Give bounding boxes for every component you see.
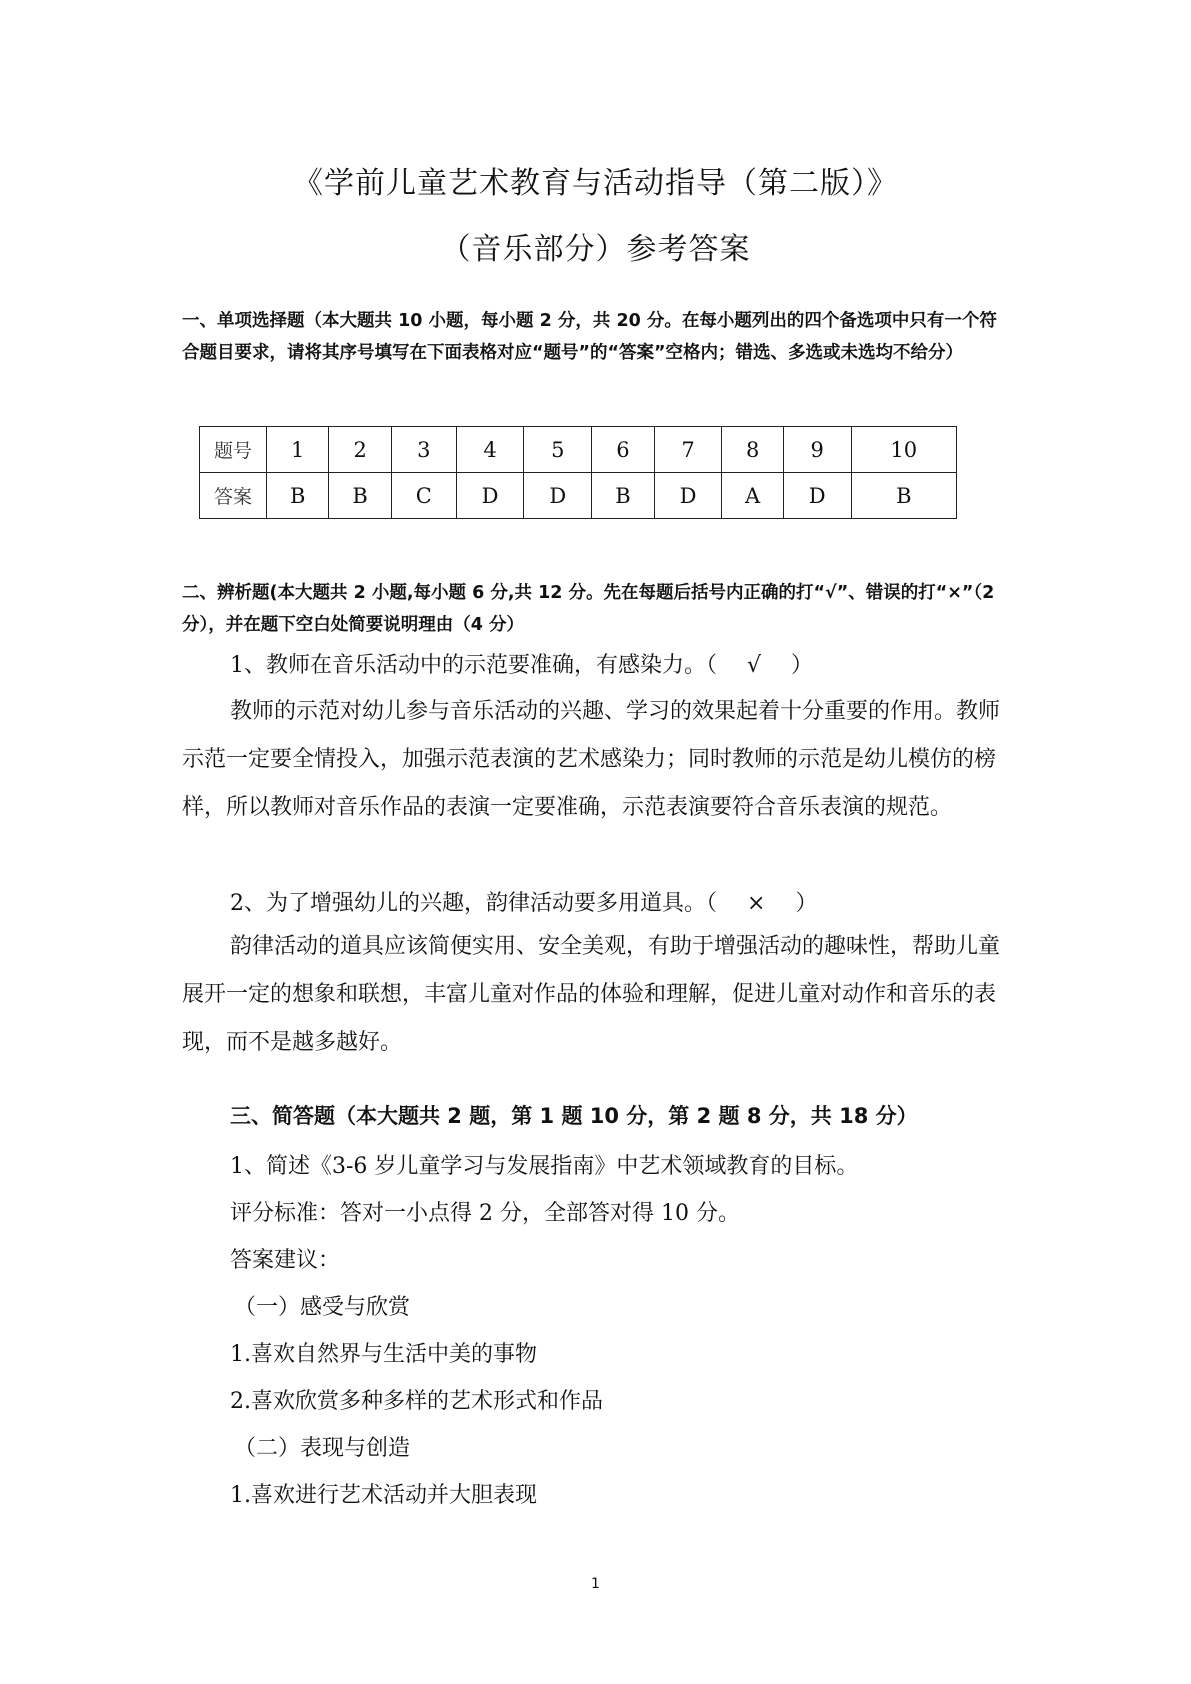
list-item: 2.喜欢欣赏多种多样的艺术形式和作品 bbox=[230, 1389, 603, 1414]
judgement-answer-2: 韵律活动的道具应该简便实用、安全美观，有助于增强活动的趣味性，帮助儿童展开一定的想象和联想，丰富儿童对作品的体验和理解，促进儿童对动作和音乐的表现，而不是越多越好。 bbox=[182, 934, 1001, 1055]
answer-cell: B bbox=[592, 473, 654, 519]
section3-heading: 三、简答题（本大题共 2 题，第 1 题 10 分，第 2 题 8 分，共 18 分） bbox=[230, 1104, 918, 1128]
subsection-heading: （二）表现与创造 bbox=[234, 1436, 411, 1461]
judgement-answer-1: 教师的示范对幼儿参与音乐活动的兴趣、学习的效果起着十分重要的作用。教师示范一定要全情投入，加强示范表演的艺术感染力；同时教师的示范是幼儿模仿的榜样，所以教师对音乐作品的表演一定要准确，示范表演要符合音乐表演的规范。 bbox=[182, 699, 1001, 820]
close-paren: ） bbox=[795, 891, 818, 916]
close-paren: ） bbox=[791, 653, 814, 678]
question-text: 2、为了增强幼儿的兴趣，韵律活动要多用道具。（ bbox=[230, 891, 717, 916]
answer-cell: A bbox=[722, 473, 783, 519]
list-item: 1.喜欢进行艺术活动并大胆表现 bbox=[230, 1483, 537, 1508]
judgement-question-1 bbox=[230, 642, 813, 690]
check-mark: √ bbox=[747, 653, 762, 678]
judgement-question-2 bbox=[230, 880, 817, 928]
short-answer-question-1: 1、简述《3-6 岁儿童学习与发展指南》中艺术领域教育的目标。 bbox=[230, 1154, 859, 1179]
question-number-cell: 7 bbox=[654, 427, 722, 473]
answer-cell: D bbox=[783, 473, 851, 519]
section1-instructions: 一、单项选择题（本大题共 10 小题，每小题 2 分，共 20 分。在每小题列出的四个备选项中只有一个符合题目要求，请将其序号填写在下面表格对应“题号”的“答案”空格内；错选、多选或未选均不给分） bbox=[182, 311, 997, 363]
question-number-cell: 2 bbox=[329, 427, 391, 473]
question-number-cell: 6 bbox=[592, 427, 654, 473]
list-item: 1.喜欢自然界与生活中美的事物 bbox=[230, 1342, 537, 1367]
answer-cell: B bbox=[267, 473, 329, 519]
document-subtitle: （音乐部分）参考答案 bbox=[440, 232, 751, 267]
question-text: 1、教师在音乐活动中的示范要准确，有感染力。（ bbox=[230, 653, 717, 678]
page-number: 1 bbox=[591, 1576, 600, 1592]
document-title: 《学前儿童艺术教育与活动指导（第二版）》 bbox=[293, 166, 898, 201]
answer-suggestion-label: 答案建议： bbox=[230, 1248, 341, 1273]
row-label-number: 题号 bbox=[200, 427, 267, 473]
question-number-row bbox=[200, 427, 957, 473]
section2-instructions: 二、辨析题(本大题共 2 小题,每小题 6 分,共 12 分。先在每题后括号内正确的打“√”、错误的打“×”（2 分），并在题下空白处简要说明理由（4 分） bbox=[182, 583, 995, 635]
question-number-cell: 1 bbox=[267, 427, 329, 473]
question-number-cell: 8 bbox=[722, 427, 783, 473]
answer-cell: D bbox=[524, 473, 592, 519]
question-number-cell: 4 bbox=[456, 427, 524, 473]
question-number-cell: 5 bbox=[524, 427, 592, 473]
question-number-cell: 3 bbox=[391, 427, 456, 473]
question-number-cell: 9 bbox=[783, 427, 851, 473]
answer-cell: D bbox=[654, 473, 722, 519]
answer-cell: B bbox=[851, 473, 956, 519]
answer-cell: D bbox=[456, 473, 524, 519]
answer-table bbox=[199, 426, 957, 519]
row-label-answer: 答案 bbox=[200, 473, 267, 519]
question-number-cell: 10 bbox=[851, 427, 956, 473]
cross-mark: × bbox=[747, 891, 766, 916]
scoring-criteria: 评分标准：答对一小点得 2 分，全部答对得 10 分。 bbox=[230, 1201, 740, 1226]
subsection-heading: （一）感受与欣赏 bbox=[234, 1295, 411, 1320]
answer-cell: B bbox=[329, 473, 391, 519]
answer-cell: C bbox=[391, 473, 456, 519]
answer-row bbox=[200, 473, 957, 519]
